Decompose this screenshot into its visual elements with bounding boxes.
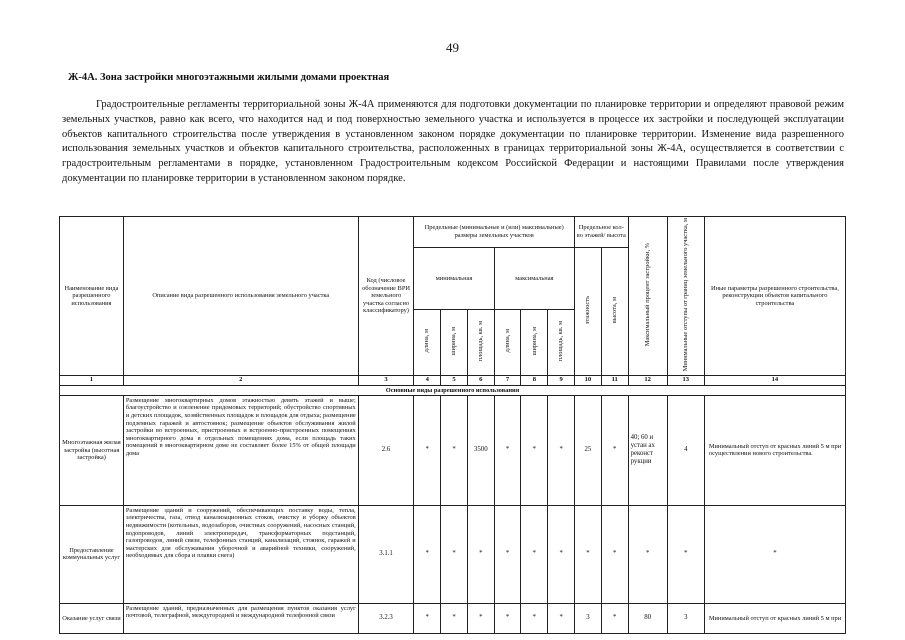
- column-number: 13: [667, 375, 704, 385]
- group-label: Основные виды разрешенного использования: [60, 385, 846, 395]
- row-max-length: *: [494, 603, 521, 633]
- row-description: Размещение многоквартирных домов этажностью девять этажей и выше; благоустройство и озеленение придомовых территорий; обустройство спортивных и детских площадок, хозяйственных площадок и площадок для отдыха; размещение подземных гаражей и автостоянок; размещение объектов обслуживания жилой застройки во встроенных, пристроенных и встроенно-пристроенных помещениях многоквартирного дома в отдельных помещениях дома, если площадь таких помещений в многоквартирном доме не составляет более 15% от общей площади дома: [123, 395, 358, 505]
- row-other: Минимальный отступ от красных линий 5 м при осуществлении нового строительства.: [704, 395, 845, 505]
- row-code: 3.2.3: [358, 603, 414, 633]
- table-row: [60, 603, 846, 633]
- row-setback: 3: [667, 603, 704, 633]
- row-max-area: *: [548, 505, 575, 603]
- intro-paragraph: Градостроительные регламенты территориальной зоны Ж-4А применяются для подготовки документации по планировке территории и определяют правовой режим земельных участков, равно как всего, что находится над и под поверхностью земельного участка и используется в процессе их застройки и последующей эксплуатации объектов капитального строительства после утверждения в установленном законом порядке документации по планировке территории. Изменение вида разрешенного использования земельных участков и объектов капитального строительства, расположенных в границах территориальной зоны Ж-4А, осуществляется в соответствии с градостроительным регламентами в порядке, установленном Градостроительным кодексом Российской Федерации и настоящими Правилами после утверждения документации по планировке территории в установленном законом порядке.: [62, 99, 844, 184]
- row-max-area: *: [548, 395, 575, 505]
- row-min-width: *: [441, 603, 468, 633]
- row-min-length: *: [414, 603, 441, 633]
- header-max: максимальная: [494, 248, 574, 310]
- header-plot-sizes: Предельные (минимальные и (или) максимальные) размеры земельных участков: [414, 217, 575, 248]
- column-number: 10: [575, 375, 602, 385]
- header-other: Иные параметры разрешенного строительства, реконструкции объектов капитального строительства: [704, 217, 845, 376]
- row-floors: 25: [575, 395, 602, 505]
- column-number-row: [60, 375, 846, 385]
- column-number: 12: [628, 375, 667, 385]
- row-max-width: *: [521, 505, 548, 603]
- row-percent: *: [628, 505, 667, 603]
- row-description: Размещение зданий, предназначенных для размещения пунктов оказания услуг почтовой, телеграфной, междугородней и международной телефонной связи: [123, 603, 358, 633]
- header-min: минимальная: [414, 248, 494, 310]
- header-setback: Минимальные отступы от границ земельного участка, м: [667, 217, 704, 376]
- header-code: Код (числовое обозначение ВРИ земельного участка согласно классификатору): [358, 217, 414, 376]
- column-number: 1: [60, 375, 124, 385]
- row-name: Предоставление коммунальных услуг: [60, 505, 124, 603]
- header-floors-count: этажность: [575, 248, 602, 376]
- row-height: *: [601, 603, 628, 633]
- row-min-area: *: [467, 603, 494, 633]
- table-row: [60, 505, 846, 603]
- row-setback: *: [667, 505, 704, 603]
- row-max-area: *: [548, 603, 575, 633]
- row-min-width: *: [441, 505, 468, 603]
- header-max-length: длина, м: [494, 309, 521, 375]
- row-floors: 3: [575, 603, 602, 633]
- row-max-width: *: [521, 395, 548, 505]
- row-max-length: *: [494, 395, 521, 505]
- row-other: *: [704, 505, 845, 603]
- table-row: [60, 395, 846, 505]
- header-min-width: ширина, м: [441, 309, 468, 375]
- regulations-table: [59, 216, 846, 634]
- section-title: Ж-4А. Зона застройки многоэтажными жилыми домами проектная: [68, 72, 390, 83]
- row-setback: 4: [667, 395, 704, 505]
- group-row: [60, 385, 846, 395]
- row-code: 3.1.1: [358, 505, 414, 603]
- header-name: Наименование вида разрешенного использования: [60, 217, 124, 376]
- column-number: 6: [467, 375, 494, 385]
- column-number: 7: [494, 375, 521, 385]
- row-min-width: *: [441, 395, 468, 505]
- row-percent: 80: [628, 603, 667, 633]
- column-number: 5: [441, 375, 468, 385]
- row-name: Оказание услуг связи: [60, 603, 124, 633]
- row-percent: 40; 60 и устан ах реконст рукции: [628, 395, 667, 505]
- row-min-area: *: [467, 505, 494, 603]
- row-name: Многоэтажная жилая застройка (высотная застройка): [60, 395, 124, 505]
- row-min-length: *: [414, 505, 441, 603]
- header-max-width: ширина, м: [521, 309, 548, 375]
- header-description: Описание вида разрешенного использования земельного участка: [123, 217, 358, 376]
- header-min-length: длина, м: [414, 309, 441, 375]
- column-number: 4: [414, 375, 441, 385]
- row-height: *: [601, 505, 628, 603]
- row-code: 2.6: [358, 395, 414, 505]
- header-min-area: площадь, кв. м: [467, 309, 494, 375]
- row-other: Минимальный отступ от красных линий 5 м при: [704, 603, 845, 633]
- header-max-area: площадь, кв. м: [548, 309, 575, 375]
- row-max-width: *: [521, 603, 548, 633]
- header-floors: Предельное кол-во этажей/ высота: [575, 217, 629, 248]
- row-min-length: *: [414, 395, 441, 505]
- column-number: 14: [704, 375, 845, 385]
- column-number: 2: [123, 375, 358, 385]
- column-number: 3: [358, 375, 414, 385]
- row-floors: *: [575, 505, 602, 603]
- row-description: Размещение зданий и сооружений, обеспечивающих поставку воды, тепла, электричества, газа, отвод канализационных стоков, очистку и уборку объектов недвижимости (котельных, водозаборов, очистных сооружений, насосных станций, водопроводов, линий электропередач, трансформаторных подстанций, газопроводов, линий связи, телефонных станций, канализаций, стоянок, гаражей и мастерских для обслуживания уборочной и аварийной техники, сооружений, необходимых для сбора и плавки снега): [123, 505, 358, 603]
- column-number: 8: [521, 375, 548, 385]
- header-percent: Максимальный процент застройки, %: [628, 217, 667, 376]
- row-height: *: [601, 395, 628, 505]
- row-min-area: 3500: [467, 395, 494, 505]
- header-height: высота, м: [601, 248, 628, 376]
- row-max-length: *: [494, 505, 521, 603]
- column-number: 9: [548, 375, 575, 385]
- page-number: 49: [446, 40, 459, 55]
- column-number: 11: [601, 375, 628, 385]
